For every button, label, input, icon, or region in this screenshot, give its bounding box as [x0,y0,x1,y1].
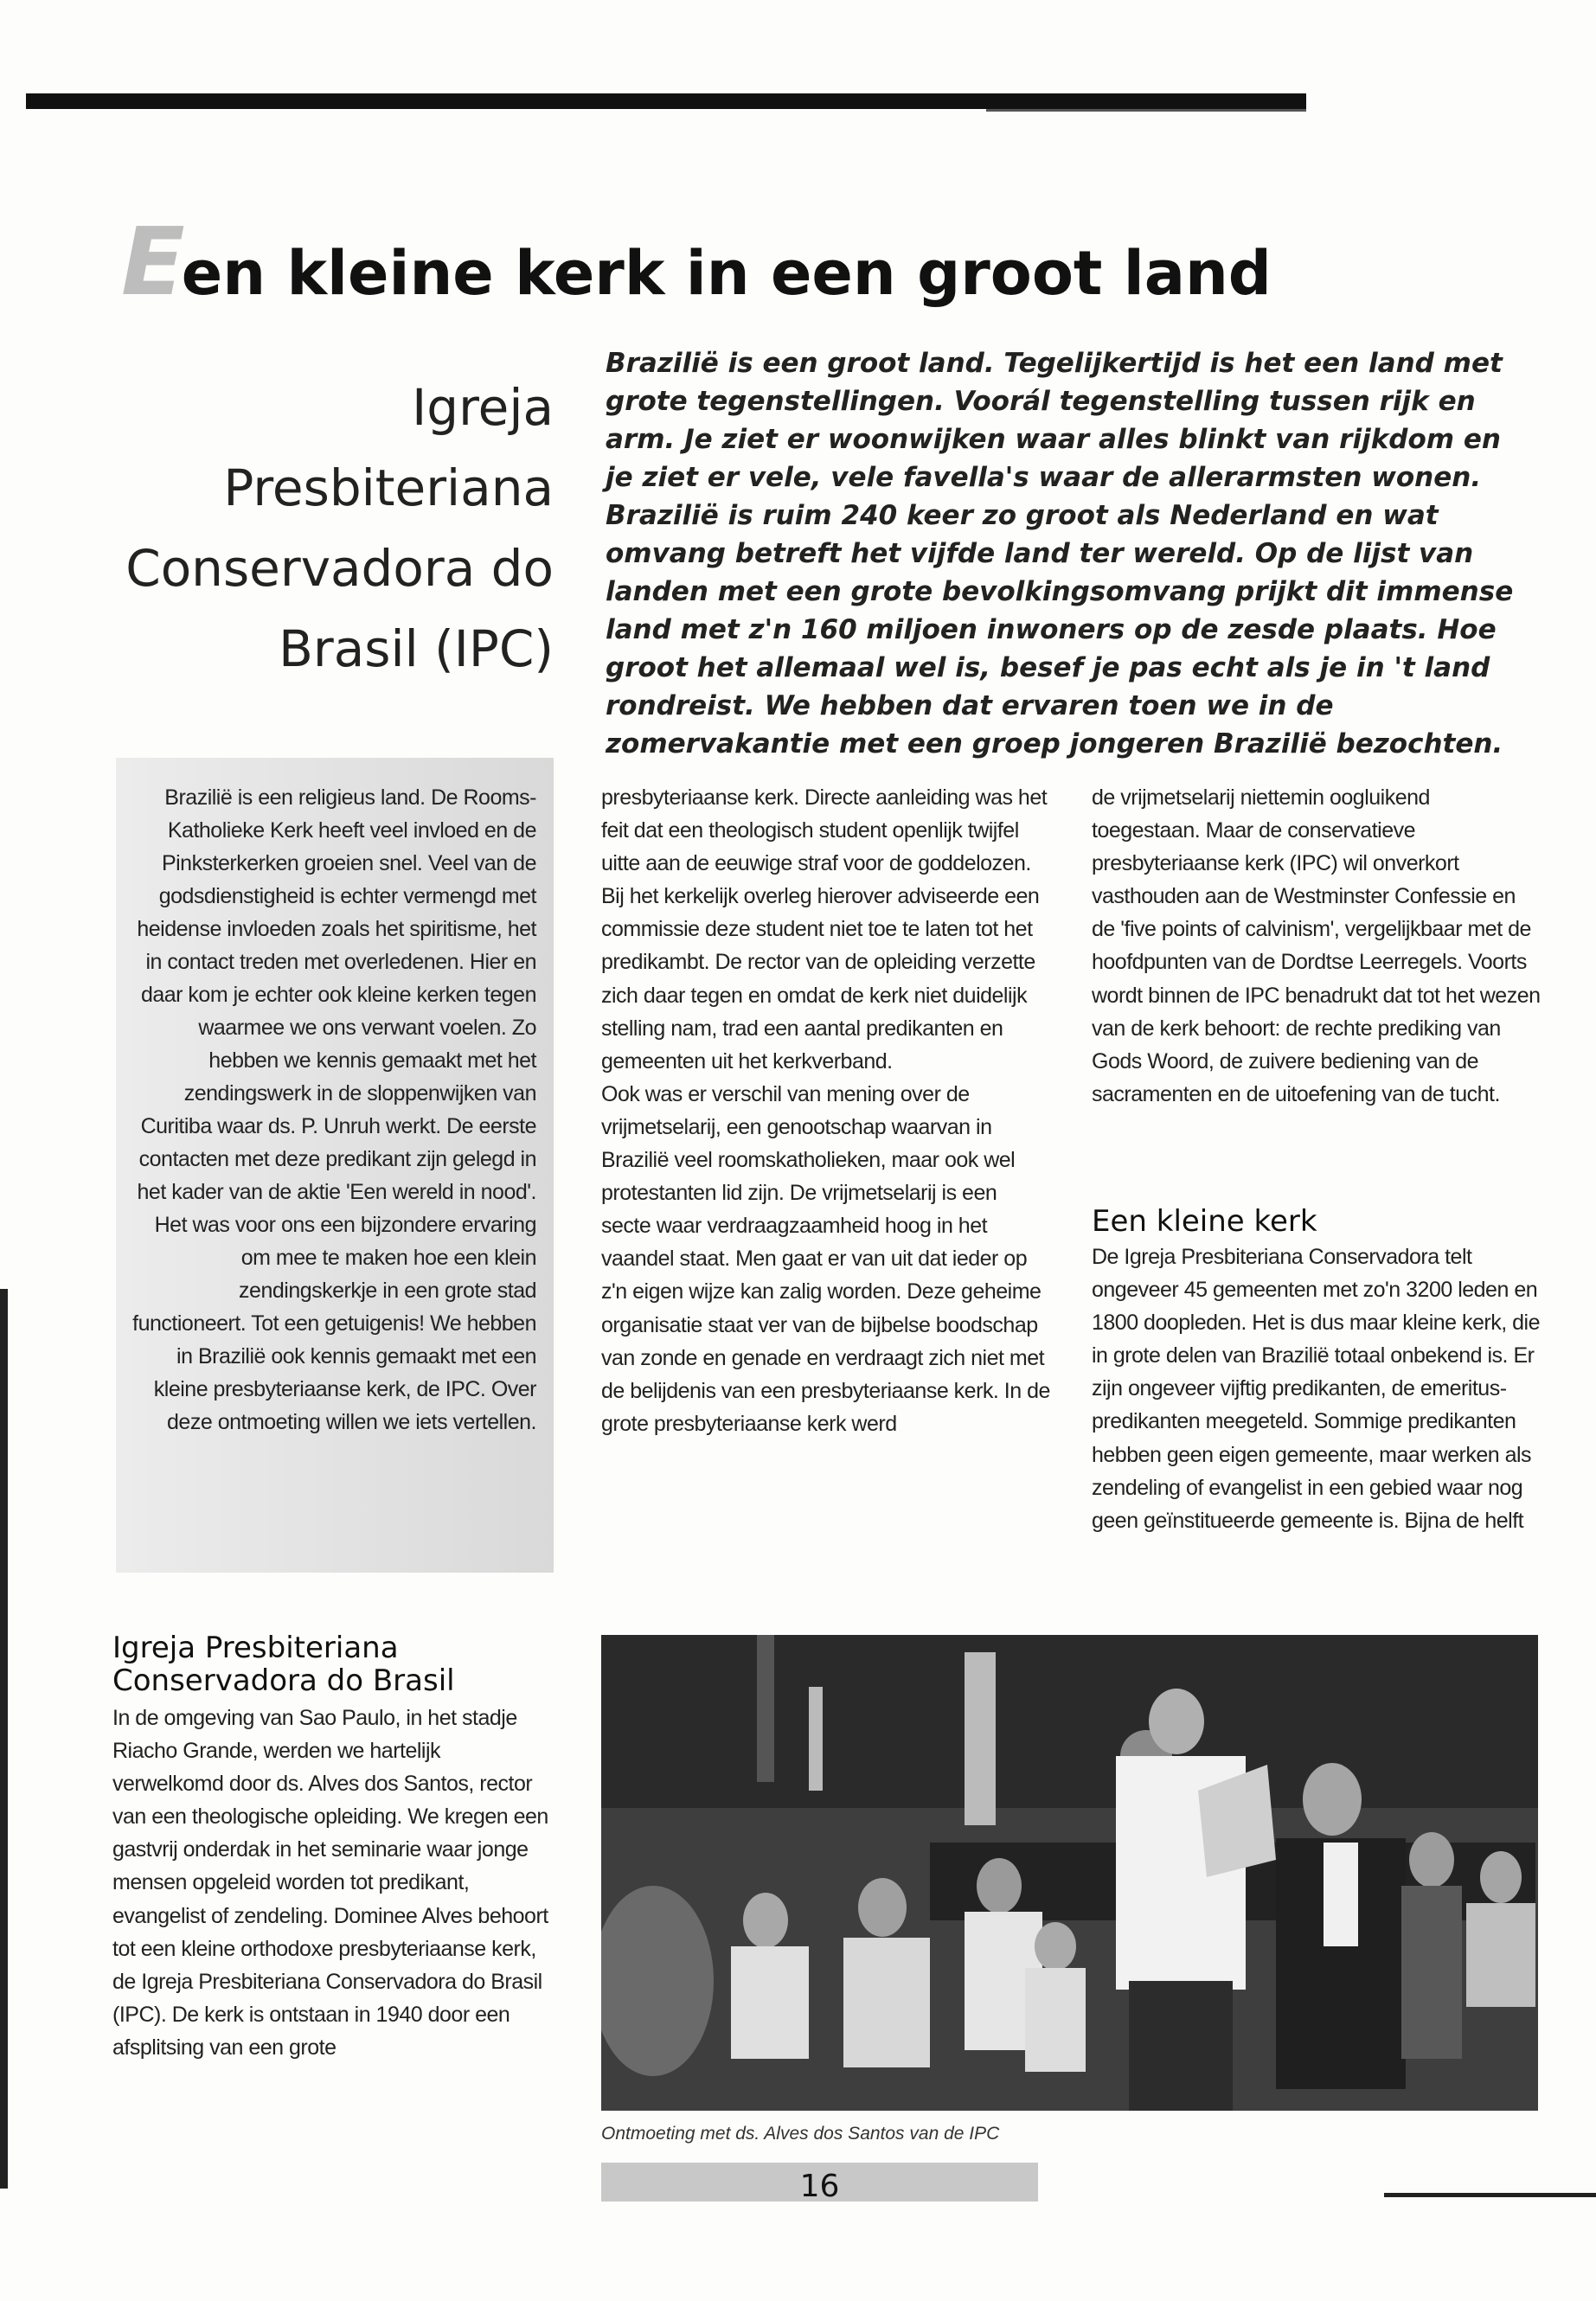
sub-heading: Igreja Presbiteriana Conservadora do Brasil (IPC) [125,378,554,678]
photo-caption: Ontmoeting met ds. Alves dos Santos van de IPC [601,2124,1000,2144]
bottom-rule [1384,2193,1596,2197]
column-1-text: In de omgeving van Sao Paulo, in het stadje Riacho Grande, werden we hartelijk verwelkomd door ds. Alves dos Santos, rector van een theologische opleiding. We kregen een gastvrij onderdak in het seminarie waar jonge mensen opgeleid worden tot predikant, evangelist of zendeling. Dominee Alves behoort tot een kleine orthodoxe presbyteriaanse kerk, de Igreja Presbiteriana Conservadora do Brasil (IPC). De kerk is ontstaan in 1940 door een afsplitsing van een grote [112,1706,548,2060]
section-heading-ipc: Igreja Presbiteriana Conservadora do Brasil [112,1631,455,1698]
article-title [121,208,1272,317]
meeting-photo-illustration [601,1635,1538,2111]
title-initial: E [121,208,185,317]
title-text: en kleine kerk in een groot land [181,238,1272,309]
top-rule [26,93,1306,109]
sidebar-text: Brazilië is een religieus land. De Rooms-Katholieke Kerk heeft veel invloed en de Pinksterkerken groeien snel. Veel van de godsdienstigheid is echter vermengd met heidense invloeden zoals het spiritisme, het in contact treden met overledenen. Hier en daar kom je echter ook kleine kerken tegen waarmee we ons verwant voelen. Zo hebben we kennis gemaakt met het zendingswerk in de sloppenwijken van Curitiba waar ds. P. Unruh werkt. De eerste contacten met deze predikant zijn gelegd in het kader van de aktie 'Een wereld in nood'. Het was voor ons een bijzondere ervaring om mee te maken hoe een klein zendingskerkje in een grote stad functioneert. Tot een getuigenis! We hebben in Brazilië ook kennis gemaakt met een kleine presbyteriaanse kerk, de IPC. Over deze ontmoeting willen we iets vertellen. [132,785,536,1434]
column-2-text-b: Ook was er verschil van mening over de vrijmetselarij, een genootschap waarvan in Brazilië veel roomskatholieken, maar ook wel protestanten lid zijn. De vrijmetselarij is een secte waar verdraagzaamheid hoog in het vaandel staat. Men gaat er van uit dat ieder op z'n eigen wijze kan zalig worden. Deze geheime organisatie staat ver van de bijbelse boodschap van zonde en genade en verdraagt zich niet met de belijdenis van een presbyteriaanse kerk. In de grote presbyteriaanse kerk werd [601,1081,1050,1436]
column-3-text-b: De Igreja Presbiteriana Conservadora telt ongeveer 45 gemeenten met zo'n 3200 leden en 1800 doopleden. Het is dus maar kleine kerk, die in grote delen van Brazilië totaal onbekend is. Er zijn ongeveer vijftig predikanten, de emeritus-predikanten meegeteld. Sommige predikanten hebben geen eigen gemeente, maar werken als zendeling of evangelist in een gebied waar nog geen geïnstitueerde gemeente is. Bijna de helft [1092,1245,1540,1533]
meeting-photo [601,1635,1538,2111]
intro-paragraph: Brazilië is een groot land. Tegelijkertijd is het een land met grote tegenstellingen. Voorál tegenstelling tussen rijk en arm. Je ziet er woonwijken waar alles blinkt van rijkdom en je ziet er vele, vele favella's waar de allerarmsten wonen. Brazilië is ruim 240 keer zo groot als Nederland en wat omvang betreft het vijfde land ter wereld. Op de lijst van landen met een grote bevolkingsomvang prijkt dit immense land met z'n 160 miljoen inwoners op de zesde plaats. Hoe groot het allemaal wel is, besef je pas echt als je in 't land rondreist. We hebben dat ervaren toen we in de zomervakantie met een groep jongeren Brazilië bezochten. [606,348,1514,760]
top-rule-tail [986,109,1306,112]
column-3-text: de vrijmetselarij niettemin oogluikend toegestaan. Maar de conservatieve presbyteriaanse kerk (IPC) wil onverkort vasthouden aan de Westminster Confessie en de 'five points of calvinism', vergelijkbaar met de hoofdpunten van de Dordtse Leerregels. Voorts wordt binnen de IPC benadrukt dat tot het wezen van de kerk behoort: de rechte prediking van Gods Woord, de zuivere bediening van de sacramenten en de uitoefening van de tucht. [1092,785,1541,1106]
column-2-text: presbyteriaanse kerk. Directe aanleiding was het feit dat een theologisch student openlijk twijfel uitte aan de eeuwige straf voor de goddelozen. Bij het kerkelijk overleg hierover adviseerde een commissie deze student niet toe te laten tot het predikambt. De rector van de opleiding verzette zich daar tegen en omdat de kerk niet duidelijk stelling nam, trad een aantal predikanten en gemeenten uit het kerkverband. [601,785,1048,1074]
page-number: 16 [799,2169,840,2202]
section-heading-kleine-kerk: Een kleine kerk [1092,1204,1317,1239]
left-edge-bar [0,1289,8,2189]
column-2 [601,781,1051,1440]
